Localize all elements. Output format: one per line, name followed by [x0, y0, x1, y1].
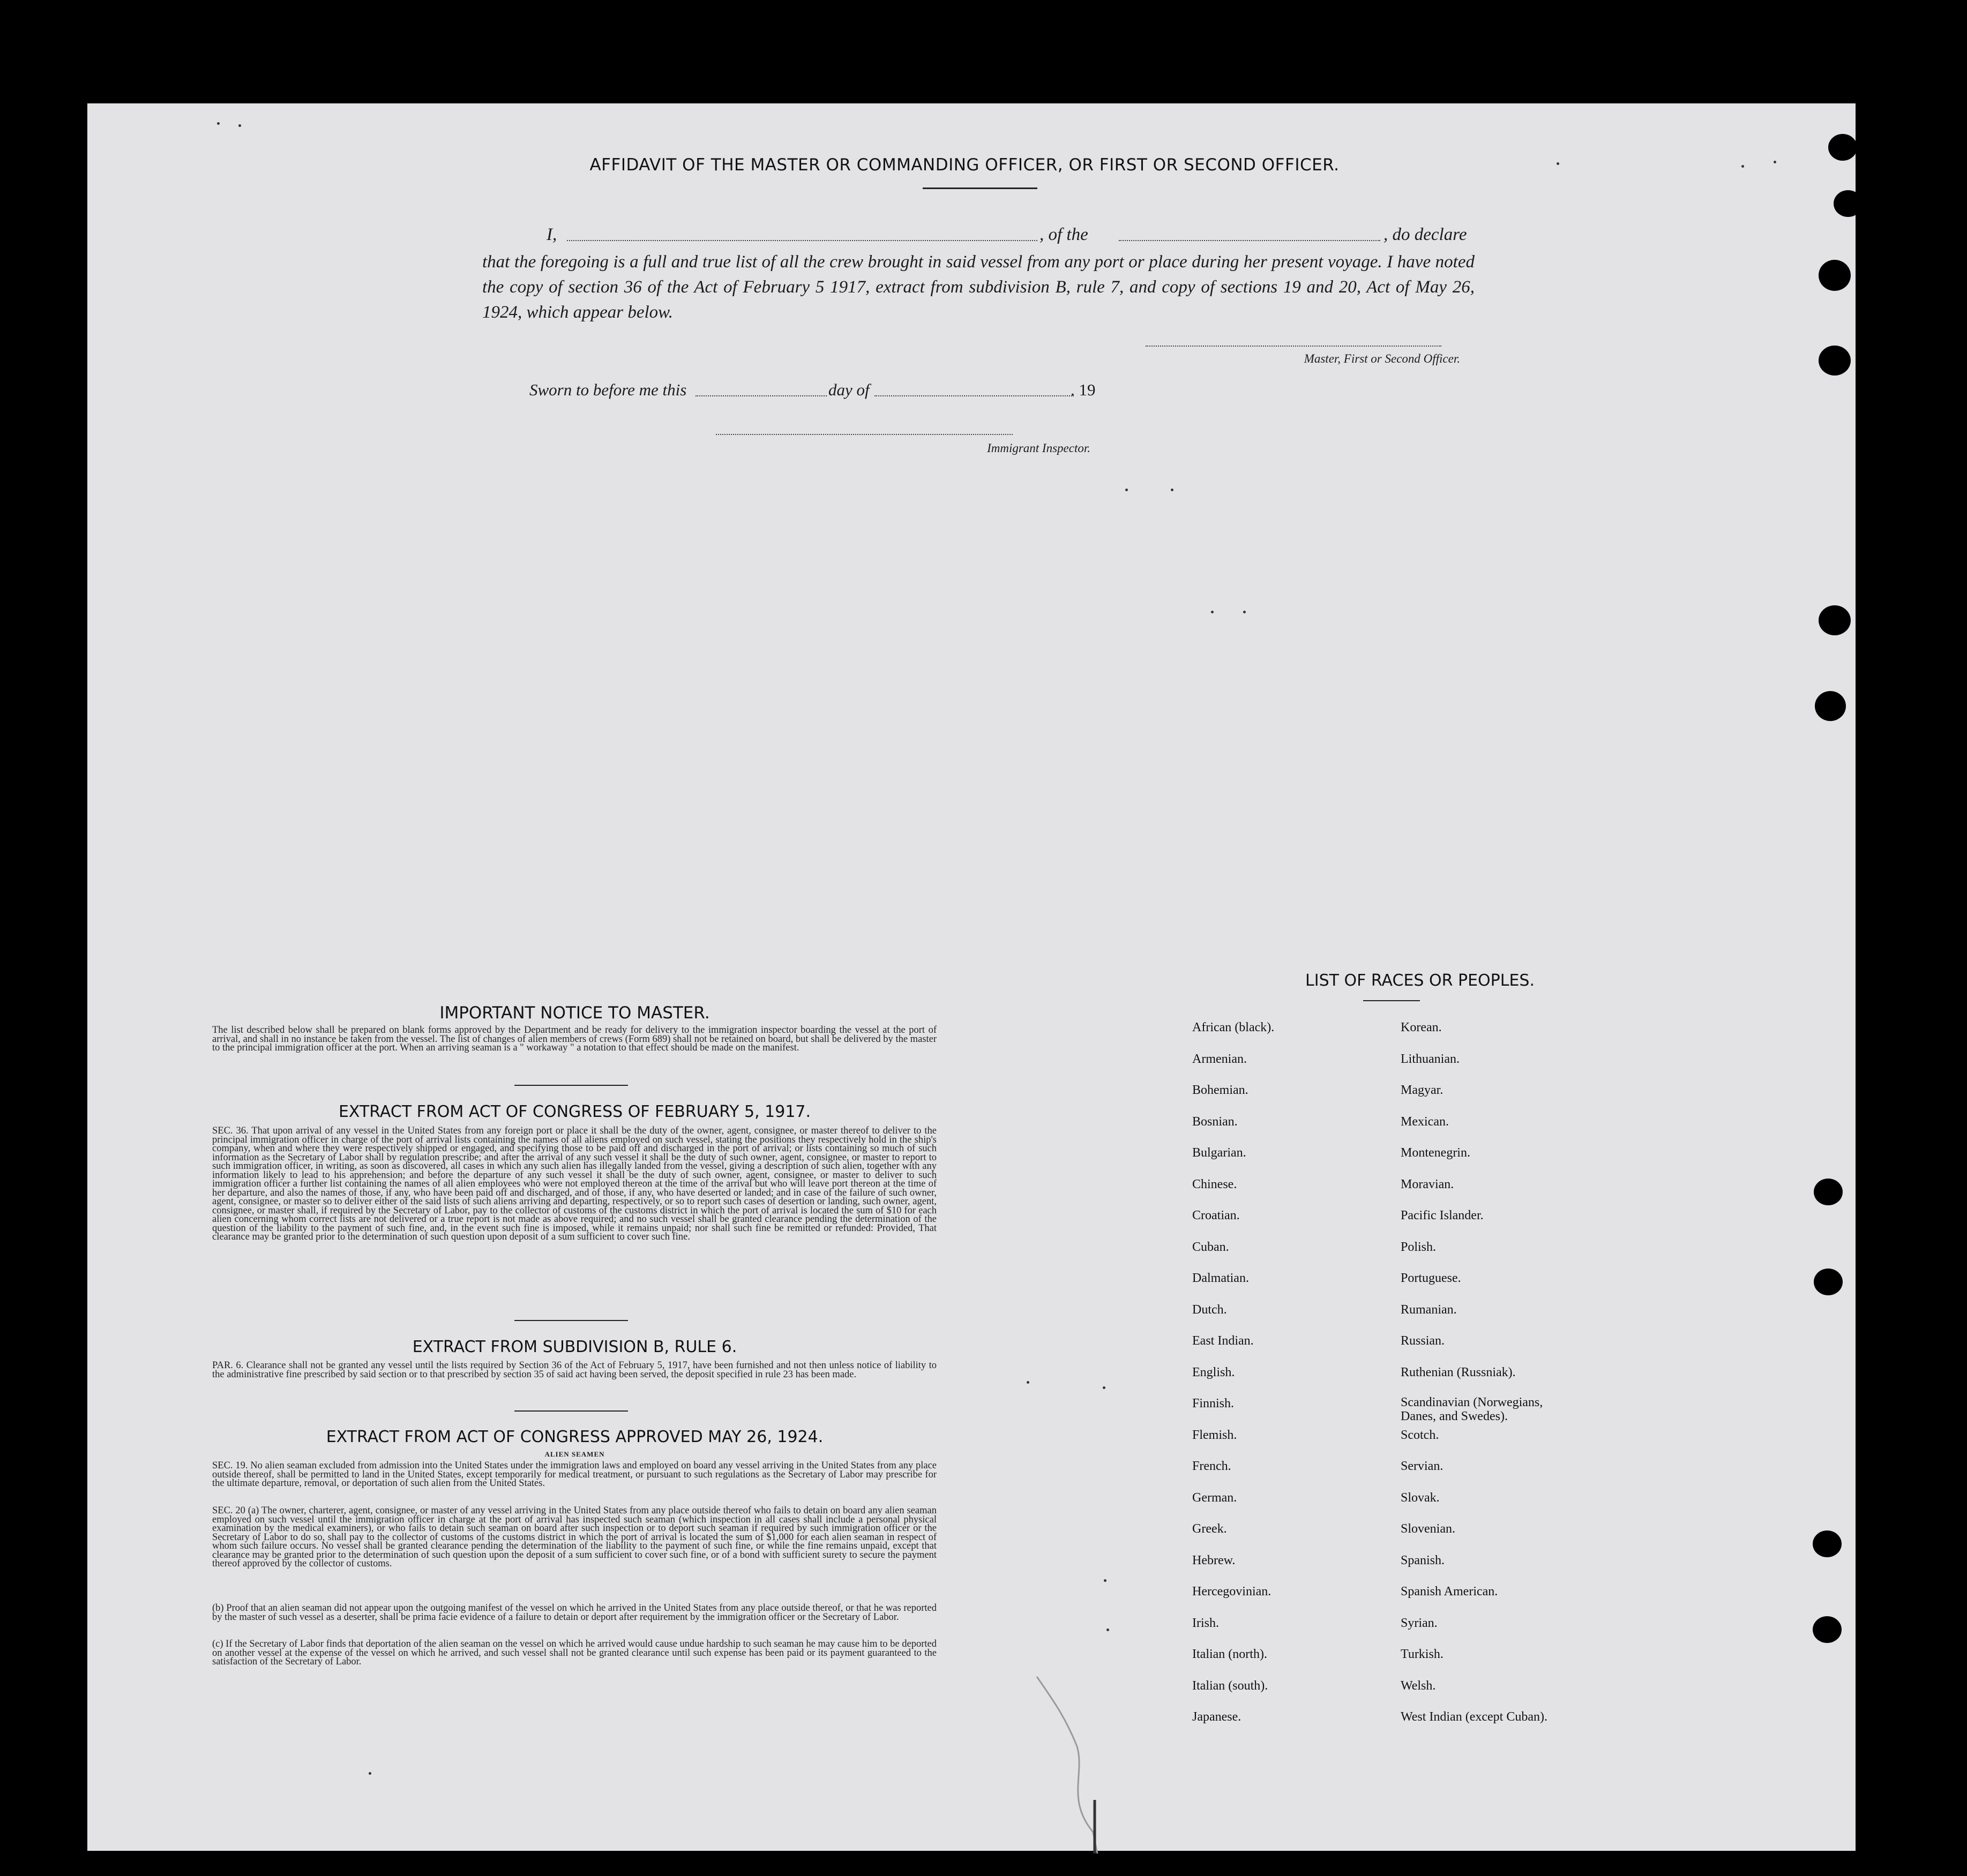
affidavit-body: that the foregoing is a full and true list of all the crew brought in said vessel from any port or place during her present voyage. I have noted the copy of section 36 of the Act of February 5 1917, extract from subdivision B, rule 7, and copy of sections 19 and 20, Act of May 26, 1924, which appear below. — [482, 252, 1475, 322]
inspector-label: Immigrant Inspector. — [987, 441, 1090, 455]
affidavit-title: AFFIDAVIT OF THE MASTER OR COMMANDING OFFICER, OR FIRST OR SECOND OFFICER. — [589, 155, 1340, 175]
extract-1924-sec20a: SEC. 20 (a) The owner, charterer, agent, consignee, or master of any vessel arriving in the United States from any place outside thereof who fails to detain on board any alien seaman employed on such vessel until the immigration officer in charge at the port of arrival has inspected such seaman (which inspection in all cases shall include a personal physical examination by the medical examiners), or who fails to detain such seaman on board after such inspection or to deport such seaman if required by such immigration officer or the Secretary of Labor to do so, shall pay to the collector of customs of the customs district in which the port of arrival is located the sum of $1,000 for each alien seaman in respect of whom such failure occurs. No vessel shall be granted clearance pending the determination of the liability to the payment of such fine, or while the fine remains unpaid, except that clearance may be granted prior to the determination of such question upon the deposit of a sum sufficient to cover such fine, or of a bond with sufficient surety to secure the payment thereof approved by the collector of customs. — [212, 1505, 937, 1569]
races-left-column — [1192, 1019, 1274, 1740]
race-item: Italian (north). — [1192, 1647, 1267, 1661]
race-item: Armenian. — [1192, 1052, 1247, 1066]
race-item: Finnish. — [1192, 1397, 1235, 1410]
race-item: Hebrew. — [1192, 1553, 1236, 1567]
race-item: African (black). — [1192, 1020, 1275, 1034]
affidavit-title-underline — [923, 187, 1037, 189]
scan-speck — [1243, 611, 1246, 613]
affidavit-line-i: I, — [547, 225, 557, 244]
race-item: Lithuanian. — [1401, 1052, 1460, 1066]
scan-speck — [1557, 162, 1559, 165]
extract-1924-title: EXTRACT FROM ACT OF CONGRESS APPROVED MAY 26, 1924. — [326, 1428, 824, 1446]
punch-hole — [1819, 605, 1851, 635]
races-title-underline — [1363, 1000, 1420, 1001]
affidavit-of-the: , of the — [1039, 225, 1088, 244]
races-title: LIST OF RACES OR PEOPLES. — [1305, 971, 1535, 990]
punch-hole — [1813, 1530, 1842, 1557]
year-prefix: . 19 — [1071, 380, 1096, 399]
race-item: Scotch. — [1401, 1428, 1439, 1442]
scan-speck — [1211, 611, 1214, 613]
scan-speck — [1027, 1381, 1029, 1384]
race-item: Chinese. — [1192, 1177, 1237, 1191]
notice-text: The list described below shall be prepared on blank forms approved by the Department and be ready for delivery to the immigration inspector boarding the vessel at the port of arrival, and shall in no instance be taken from the vessel. The list of changes of alien members of crews (Form 689) shall not be retained on board, but shall be delivered by the master to the principal immigration officer at the port. When an arriving seaman is a " workaway " a notation to that effect should be made on the manifest. — [212, 1025, 937, 1053]
race-item: Dalmatian. — [1192, 1271, 1249, 1285]
extract-1924-subtitle: ALIEN SEAMEN — [544, 1450, 605, 1458]
race-item: Croatian. — [1192, 1209, 1240, 1222]
race-item: Bohemian. — [1192, 1083, 1248, 1097]
race-item: Italian (south). — [1192, 1678, 1268, 1693]
divider — [514, 1085, 628, 1086]
race-item: Mexican. — [1401, 1114, 1449, 1129]
race-item: Montenegrin. — [1401, 1146, 1470, 1160]
scan-speck — [1103, 1386, 1105, 1389]
scan-speck — [369, 1772, 371, 1775]
scan-speck — [238, 124, 241, 127]
divider — [514, 1320, 628, 1321]
scan-speck — [1104, 1579, 1106, 1582]
subdivision-b-title: EXTRACT FROM SUBDIVISION B, RULE 6. — [412, 1338, 737, 1356]
race-item: Greek. — [1192, 1522, 1227, 1536]
race-item: Russian. — [1401, 1334, 1445, 1348]
race-item: Polish. — [1401, 1240, 1437, 1254]
extract-1924-sec20b: (b) Proof that an alien seaman did not appear upon the outgoing manifest of the vessel on which he arrived in the United States from any place outside thereof, or that he was reported by the master of such vessel as a deserter, shall be prima facie evidence of a failure to detain or deport after requirement by the immigration officer or the Secretary of Labor. — [212, 1603, 937, 1623]
punch-hole — [1815, 691, 1846, 721]
race-item: Rumanian. — [1401, 1302, 1457, 1317]
race-item: Japanese. — [1192, 1710, 1241, 1724]
race-item: Korean. — [1401, 1020, 1442, 1034]
race-item: English. — [1192, 1365, 1235, 1379]
race-item: Servian. — [1401, 1459, 1444, 1473]
subdivision-b-text: PAR. 6. Clearance shall not be granted any vessel until the lists required by Section 36 of the Act of February 5, 1917, have been furnished and not then unless notice of liability to the administrative fine prescribed by said section or to that prescribed by section 35 of said act having been served, the deposit specified in rule 23 has been made. — [212, 1360, 937, 1380]
race-item: Slovenian. — [1401, 1522, 1455, 1536]
race-item: Bulgarian. — [1192, 1146, 1246, 1160]
race-item: West Indian (except Cuban). — [1401, 1710, 1547, 1724]
race-item: Dutch. — [1192, 1302, 1227, 1317]
sworn-text: Sworn to before me this — [529, 380, 687, 399]
punch-hole — [1834, 190, 1863, 217]
day-of-text: day of — [828, 380, 870, 399]
scan-speck — [1774, 161, 1776, 163]
race-item: Syrian. — [1401, 1616, 1438, 1630]
race-item: Pacific Islander. — [1401, 1209, 1484, 1222]
race-item: Spanish American. — [1401, 1585, 1498, 1599]
race-item: Slovak. — [1401, 1490, 1440, 1505]
race-item: French. — [1192, 1459, 1231, 1473]
affidavit-do-declare: , do declare — [1383, 225, 1467, 244]
notice-title: IMPORTANT NOTICE TO MASTER. — [439, 1003, 710, 1023]
vessel-blank[interactable] — [1119, 240, 1380, 241]
extract-1917-title: EXTRACT FROM ACT OF CONGRESS OF FEBRUARY 5, 1917. — [338, 1102, 811, 1121]
sworn-month-blank[interactable] — [874, 395, 1074, 396]
punch-hole — [1813, 1616, 1842, 1643]
race-item: Portuguese. — [1401, 1271, 1461, 1285]
race-item: Irish. — [1192, 1616, 1219, 1630]
paper-tear — [1034, 1671, 1104, 1854]
race-item: German. — [1192, 1490, 1237, 1505]
scan-speck — [1106, 1629, 1109, 1631]
race-item: Hercegovinian. — [1192, 1585, 1272, 1599]
race-item: Scandinavian (Norwegians, Danes, and Swedes). — [1401, 1395, 1543, 1423]
master-signature-line[interactable] — [1146, 346, 1441, 347]
race-item: Ruthenian (Russniak). — [1401, 1365, 1516, 1379]
race-item: Moravian. — [1401, 1177, 1454, 1191]
scan-speck — [1171, 489, 1173, 491]
race-item: Cuban. — [1192, 1240, 1229, 1254]
race-item: Spanish. — [1401, 1553, 1445, 1567]
master-signature-label: Master, First or Second Officer. — [1304, 352, 1460, 365]
punch-hole — [1828, 134, 1857, 161]
scan-speck — [1741, 165, 1744, 168]
punch-hole — [1814, 1269, 1843, 1295]
race-item: Magyar. — [1401, 1083, 1444, 1097]
name-blank[interactable] — [567, 240, 1037, 241]
punch-hole — [1819, 346, 1851, 376]
scan-speck — [217, 122, 220, 125]
race-item: Flemish. — [1192, 1428, 1237, 1442]
sworn-day-blank[interactable] — [695, 395, 827, 396]
race-item: Welsh. — [1401, 1678, 1436, 1693]
extract-1924-sec19: SEC. 19. No alien seaman excluded from admission into the United States under the immigration laws and employed on board any vessel arriving in the United States from any place outside thereof, shall be permitted to land in the United States, except temporarily for medical treatment, or pursuant to such regulations as the Secretary of Labor may prescribe for the ultimate departure, removal, or deportation of such alien from the United States. — [212, 1460, 937, 1489]
race-item: Turkish. — [1401, 1647, 1444, 1661]
races-right-column — [1401, 1019, 1561, 1740]
divider — [514, 1410, 628, 1412]
extract-1917-text: SEC. 36. That upon arrival of any vessel in the United States from any foreign port or place it shall be the duty of the owner, agent, consignee, or master thereof to deliver to the principal immigration officer in charge of the port of arrival lists containing the names of all aliens employed on such vessel, stating the positions they respectively hold in the ship's company, when and where they were respectively shipped or engaged, and specifying those to be paid off and discharged in the port of arrival; or lists containing so much of such information as the Secretary of Labor shall by regulation prescribe; and after the arrival of any such vessel it shall be the duty of such owner, agent, consignee, or master to report to such immigration officer, in writing, as soon as discovered, all cases in which any such alien has illegally landed from the vessel, giving a description of such alien, together with any information likely to lead to his apprehension; and before the departure of any such vessel it shall be the duty of such owner, agent, consignee, or master to deliver to such immigration officer a further list containing the names of all alien employees who were not employed thereon at the time of the arrival but who will leave port thereon at the time of her departure, and also the names of those, if any, who have been paid off and discharged, and of those, if any, who have deserted or landed; and in case of the failure of such owner, agent, consignee, or master so to deliver either of the said lists of such aliens arriving and departing, respectively, or so to report such cases of desertion or landing, such owner, agent, consignee, or master shall, if required by the Secretary of Labor, pay to the collector of customs of the customs district in which the port of arrival is located the sum of $10 for each alien concerning whom correct lists are not delivered or a true report is not made as above required; and no such vessel shall be granted clearance pending the determination of the question of the liability to the payment of such fine, and, in the event such fine is imposed, while it remains unpaid; nor shall such fine be remitted or refunded: Provided, That clearance may be granted prior to the determination of such question upon deposit of a sum sufficient to cover such fine. — [212, 1125, 937, 1242]
punch-hole — [1814, 1179, 1843, 1205]
scan-speck — [1125, 489, 1128, 491]
inspector-signature-line[interactable] — [716, 434, 1013, 435]
punch-hole — [1819, 260, 1851, 291]
race-item: East Indian. — [1192, 1334, 1254, 1348]
extract-1924-sec20c: (c) If the Secretary of Labor finds that deportation of the alien seaman on the vessel on which he arrived would cause undue hardship to such seaman he may cause him to be deported on another vessel at the expense of the vessel on which he arrived, and such vessel shall not be granted clearance until such expense has been paid or its payment guaranteed to the satisfaction of the Secretary of Labor. — [212, 1639, 937, 1667]
race-item: Bosnian. — [1192, 1114, 1238, 1129]
